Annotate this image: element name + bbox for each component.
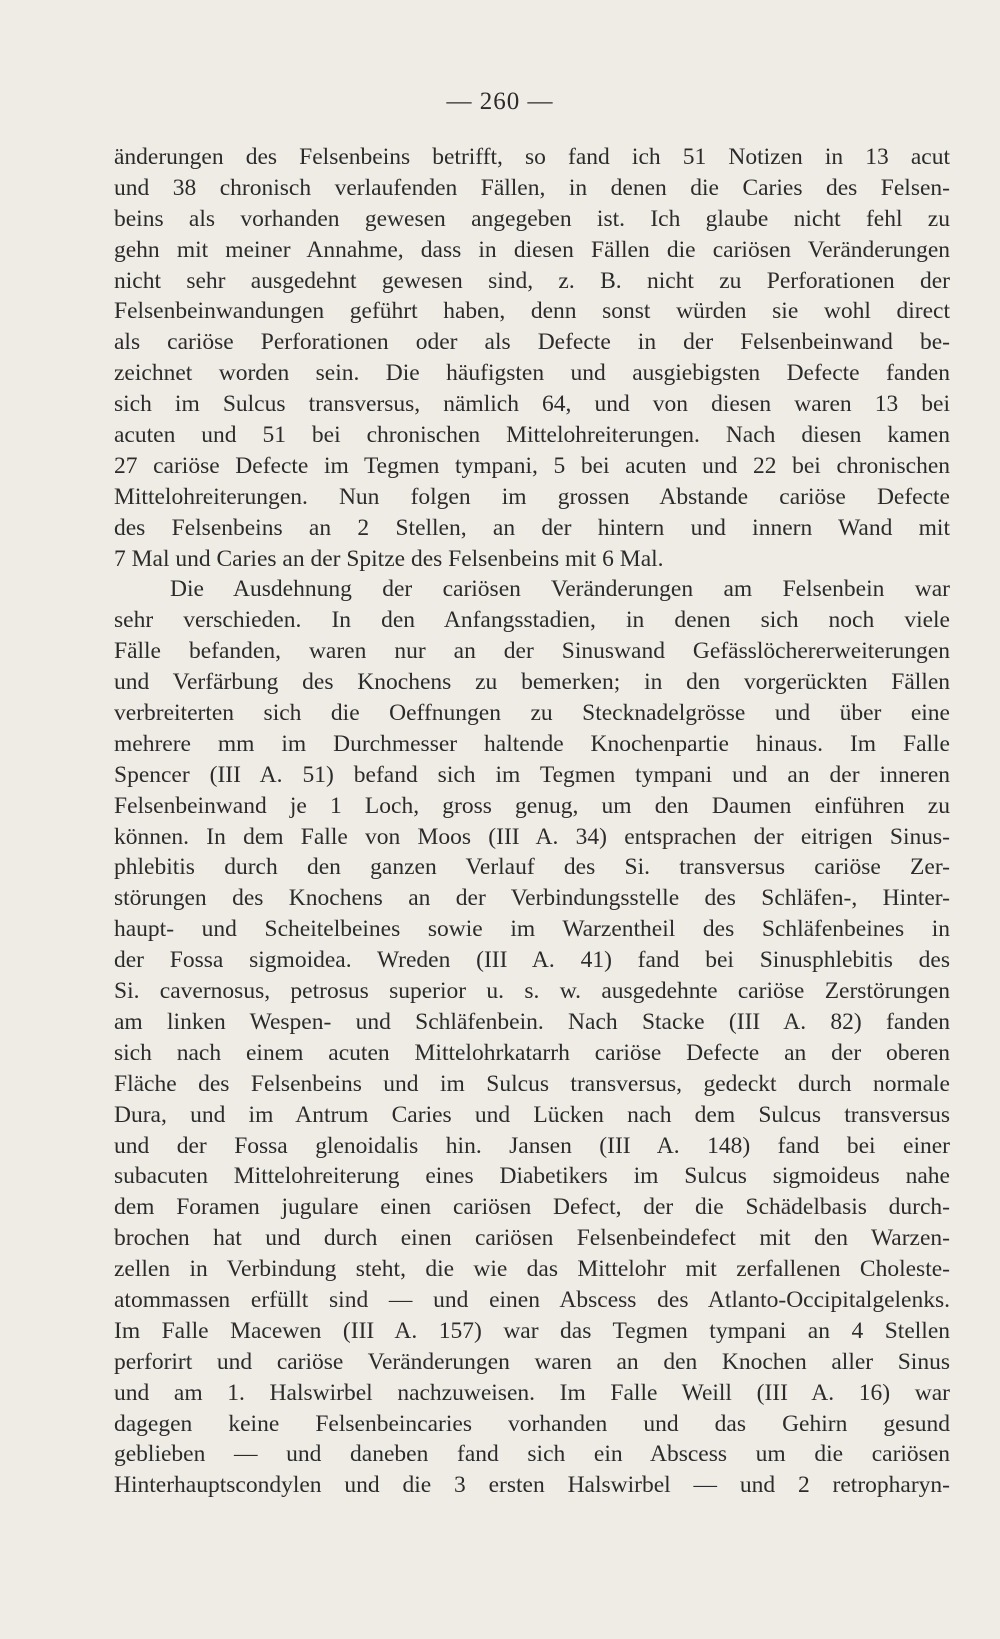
text-line: der Fossa sigmoidea. Wreden (III A. 41) fand bei Sinusphlebitis des — [114, 947, 950, 974]
text-line: sich nach einem acuten Mittelohrkatarrh cariöse Defecte an der oberen — [114, 1039, 950, 1066]
text-line: Felsenbeinwandungen geführt haben, denn sonst würden sie wohl direct — [114, 298, 950, 325]
text-line: phlebitis durch den ganzen Verlauf des Si. transversus cariöse Zer- — [114, 854, 950, 881]
text-line: können. In dem Falle von Moos (III A. 34) entsprachen der eitrigen Sinus- — [114, 823, 950, 850]
text-line: Spencer (III A. 51) befand sich im Tegmen tympani und an der inneren — [114, 761, 950, 788]
text-line: verbreiterten sich die Oeffnungen zu Stecknadelgrösse und über eine — [114, 700, 950, 727]
text-line: beins als vorhanden gewesen angegeben ist. Ich glaube nicht fehl zu — [114, 205, 950, 232]
text-line: atommassen erfüllt sind — und einen Abscess des Atlanto-Occipitalgelenks. — [114, 1286, 950, 1313]
text-line: und am 1. Halswirbel nachzuweisen. Im Falle Weill (III A. 16) war — [114, 1379, 950, 1406]
text-line: änderungen des Felsenbeins betrifft, so fand ich 51 Notizen in 13 acut — [114, 144, 950, 170]
text-line: Mittelohreiterungen. Nun folgen im grossen Abstande cariöse Defecte — [114, 483, 950, 510]
text-line: Hinterhauptscondylen und die 3 ersten Halswirbel — und 2 retropharyn- — [114, 1472, 950, 1499]
text-line: am linken Wespen- und Schläfenbein. Nach Stacke (III A. 82) fanden — [114, 1008, 950, 1035]
text-line: 27 cariöse Defecte im Tegmen tympani, 5 bei acuten und 22 bei chronischen — [114, 452, 950, 479]
text-line: brochen hat und durch einen cariösen Felsenbeindefect mit den Warzen- — [114, 1225, 950, 1252]
text-line: sehr verschieden. In den Anfangsstadien, in denen sich noch viele — [114, 607, 950, 634]
text-line: dem Foramen jugulare einen cariösen Defect, der die Schädelbasis durch- — [114, 1194, 950, 1221]
text-line: Im Falle Macewen (III A. 157) war das Tegmen tympani an 4 Stellen — [114, 1317, 950, 1344]
paragraph-end-line: 7 Mal und Caries an der Spitze des Felsenbeins mit 6 Mal. — [114, 545, 664, 572]
text-line: gehn mit meiner Annahme, dass in diesen Fällen die cariösen Veränderungen — [114, 236, 950, 263]
text-line: acuten und 51 bei chronischen Mittelohreiterungen. Nach diesen kamen — [114, 422, 950, 449]
text-line: mehrere mm im Durchmesser haltende Knochenpartie hinaus. Im Falle — [114, 730, 950, 757]
text-line: und Verfärbung des Knochens zu bemerken; in den vorgerückten Fällen — [114, 669, 950, 696]
text-line: nicht sehr ausgedehnt gewesen sind, z. B. nicht zu Perforationen der — [114, 267, 950, 294]
text-line: Felsenbeinwand je 1 Loch, gross genug, um den Daumen einführen zu — [114, 792, 950, 819]
body-text — [114, 142, 950, 1501]
text-line: Si. cavernosus, petrosus superior u. s. w. ausgedehnte cariöse Zerstörungen — [114, 978, 950, 1005]
text-line: sich im Sulcus transversus, nämlich 64, und von diesen waren 13 bei — [114, 391, 950, 418]
text-line: zellen in Verbindung steht, die wie das Mittelohr mit zerfallenen Choleste- — [114, 1256, 950, 1283]
text-line: subacuten Mittelohreiterung eines Diabetikers im Sulcus sigmoideus nahe — [114, 1163, 950, 1190]
text-line: perforirt und cariöse Veränderungen waren an den Knochen aller Sinus — [114, 1348, 950, 1375]
text-line: Fälle befanden, waren nur an der Sinuswand Gefässlöchererweiterungen — [114, 638, 950, 665]
text-line: dagegen keine Felsenbeincaries vorhanden und das Gehirn gesund — [114, 1410, 950, 1437]
text-line: störungen des Knochens an der Verbindungsstelle des Schläfen-, Hinter- — [114, 885, 950, 912]
text-line: und der Fossa glenoidalis hin. Jansen (III A. 148) fand bei einer — [114, 1132, 950, 1159]
text-line: des Felsenbeins an 2 Stellen, an der hintern und innern Wand mit — [114, 514, 950, 541]
text-line: Fläche des Felsenbeins und im Sulcus transversus, gedeckt durch normale — [114, 1070, 950, 1097]
text-line: zeichnet worden sein. Die häufigsten und ausgiebigsten Defecte fanden — [114, 360, 950, 387]
text-line: und 38 chronisch verlaufenden Fällen, in denen die Caries des Felsen- — [114, 174, 950, 201]
paragraph-start-line: Die Ausdehnung der cariösen Veränderungen am Felsenbein war — [170, 576, 950, 603]
text-line: Dura, und im Antrum Caries und Lücken nach dem Sulcus transversus — [114, 1101, 950, 1128]
text-line: als cariöse Perforationen oder als Defecte in der Felsenbeinwand be- — [114, 329, 950, 356]
text-line: geblieben — und daneben fand sich ein Abscess um die cariösen — [114, 1441, 950, 1468]
text-line: haupt- und Scheitelbeines sowie im Warzentheil des Schläfenbeines in — [114, 916, 950, 943]
page-number: — 260 — — [446, 88, 554, 115]
